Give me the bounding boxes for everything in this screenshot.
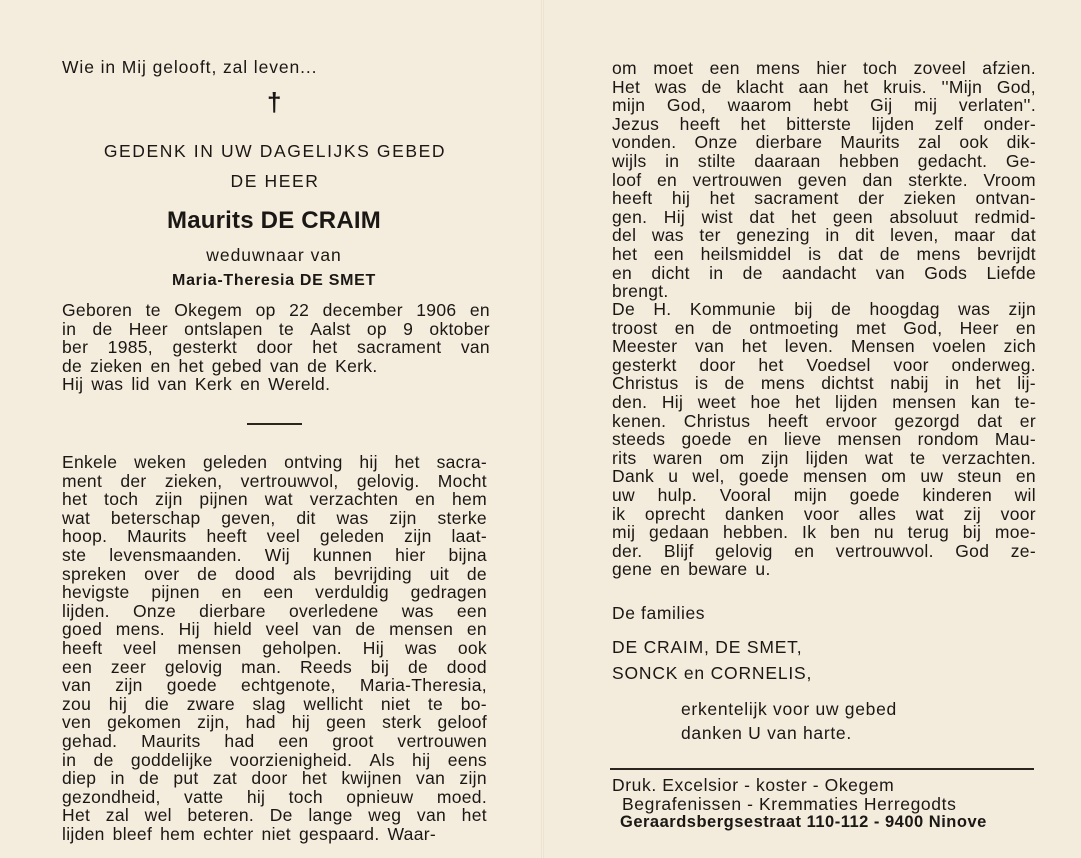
text-line: Hij was lid van Kerk en Wereld. (62, 374, 331, 395)
deceased-name: Maurits DE CRAIM (167, 207, 381, 234)
text-line: troost en de ontmoeting met God, Heer en (612, 317, 1036, 338)
text-line: den. Hij weet hoe het lijden mensen kan te- (612, 391, 1036, 412)
text-line: goed mens. Hij hield veel van de mensen en (62, 619, 487, 640)
text-line: gehad. Maurits had een groot vertrouwen (62, 730, 487, 751)
text-line: gezondheid, vatte hij toch opnieuw moed. (62, 786, 487, 807)
text-line: het een heilsmiddel is dat de mens bevrijdt (612, 243, 1036, 264)
text-line: Enkele weken geleden ontving hij het sacra- (62, 452, 487, 472)
text-line: in de Heer ontslapen te Aalst op 9 oktober (62, 318, 490, 339)
text-line: Jezus heeft het bitterste lijden zelf onder- (612, 113, 1036, 134)
body-right-paragraph-2 (612, 300, 1036, 579)
text-line: steeds goede en lieve mensen rondom Mau- (612, 429, 1036, 450)
text-line: ste levensmaanden. Wij kunnen hier bijna (62, 544, 487, 565)
family-names-line-1: DE CRAIM, DE SMET, (612, 637, 803, 657)
text-line: Het was de klacht aan het kruis. ''Mijn God, (612, 76, 1036, 97)
thanks-line-1: erkentelijk voor uw gebed (681, 699, 897, 719)
printer-line-1: Druk. Excelsior - koster - Okegem (612, 775, 895, 795)
text-line: diep in de put zat door het kwijnen van zijn (62, 768, 487, 789)
family-names-line-2: SONCK en CORNELIS, (612, 663, 813, 683)
text-line: de zieken en het gebed van de Kerk. (62, 355, 378, 376)
text-line: del was ter genezing in dit leven, maar dat (612, 225, 1036, 246)
text-line: der. Blijf gelovig en vertrouwvol. God ze- (612, 540, 1036, 561)
thanks-line-2: danken U van harte. (681, 723, 852, 743)
text-line: Geboren te Okegem op 22 december 1906 en (62, 300, 490, 320)
text-line: gene en beware u. (612, 559, 771, 580)
text-line: gesterkt door het Voedsel voor onderweg. (612, 354, 1036, 375)
body-left-paragraph (62, 453, 487, 843)
text-line: ik oprecht danken voor alles wat zij voor (612, 503, 1036, 524)
text-line: uw hulp. Vooral mijn goede kinderen wil (612, 484, 1036, 505)
text-line: om moet een mens hier toch zoveel afzien. (612, 58, 1036, 78)
text-line: lijden bleef hem echter niet gespaard. Waar- (62, 823, 436, 844)
title-heading: DE HEER (230, 171, 320, 191)
text-line: het toch zijn pijnen wat verzachten en hem (62, 489, 487, 510)
text-line: ber 1985, gesterkt door het sacrament van (62, 337, 490, 358)
text-line: hoop. Maurits heeft veel geleden zijn laat- (62, 526, 487, 547)
text-line: Meester van het leven. Mensen voelen zich (612, 336, 1036, 357)
text-line: lijden. Onze dierbare overledene was een (62, 600, 487, 621)
printer-line-2: Begrafenissen - Kremmaties Herregodts (622, 794, 957, 814)
text-line: ment der zieken, vertrouwvol, gelovig. Mocht (62, 470, 487, 491)
text-line: ven gekomen zijn, had hij geen sterk geloof (62, 712, 487, 733)
text-line: gen. Hij wist dat het geen absoluut redmid- (612, 206, 1036, 227)
remember-heading: GEDENK IN UW DAGELIJKS GEBED (103, 141, 447, 161)
spouse-name: Maria-Theresia DE SMET (172, 272, 376, 289)
text-line: rits waren om zijn lijden wat te verzachten. (612, 447, 1036, 468)
text-line: wijls in stilte daaraan hebben gedacht. Ge- (612, 150, 1036, 171)
families-label: De families (612, 603, 706, 623)
text-line: Dank u wel, goede mensen om uw steun en (612, 466, 1036, 487)
birth-paragraph (62, 301, 490, 394)
divider (247, 423, 302, 425)
text-line: zou hij die zware slag wellicht niet te bo- (62, 693, 487, 714)
card-fold (541, 0, 544, 858)
relation-label: weduwnaar van (206, 245, 342, 265)
printer-line-3: Geraardsbergsestraat 110-112 - 9400 Ninove (620, 813, 987, 831)
text-line: spreken over de dood als bevrijding uit de (62, 563, 487, 584)
text-line: loof en vertrouwen geven dan sterkte. Vroom (612, 169, 1036, 190)
text-line: wat beterschap geven, dit was zijn sterke (62, 507, 487, 528)
text-line: Het zal wel beteren. De lange weg van het (62, 805, 487, 826)
text-line: mijn God, waarom hebt Gij mij verlaten''. (612, 95, 1036, 116)
text-line: in de goddelijke voorzienigheid. Als hij eens (62, 749, 487, 770)
text-line: Christus is de mens dichtst nabij in het lij- (612, 373, 1036, 394)
text-line: heeft veel mensen geholpen. Hij was ook (62, 637, 487, 658)
printer-divider (610, 768, 1034, 770)
text-line: De H. Kommunie bij de hoogdag was zijn (612, 299, 1036, 319)
text-line: mij gedaan hebben. Ik ben nu terug bij moe- (612, 522, 1036, 543)
text-line: kenen. Christus heeft ervoor gezorgd dat er (612, 410, 1036, 431)
text-line: een zeer gelovig man. Reeds bij de dood (62, 656, 487, 677)
text-line: heeft hij het sacrament der zieken ontvan- (612, 188, 1036, 209)
text-line: hevigste pijnen en een verduldig gedragen (62, 582, 487, 603)
text-line: van zijn goede echtgenote, Maria-Theresia, (62, 675, 487, 696)
cross-icon: † (267, 87, 282, 117)
body-right-paragraph-1 (612, 59, 1036, 301)
text-line: brengt. (612, 281, 669, 302)
motto: Wie in Mij gelooft, zal leven... (62, 57, 318, 77)
text-line: vonden. Onze dierbare Maurits zal ook dik- (612, 132, 1036, 153)
text-line: en dicht in de aandacht van Gods Liefde (612, 262, 1036, 283)
